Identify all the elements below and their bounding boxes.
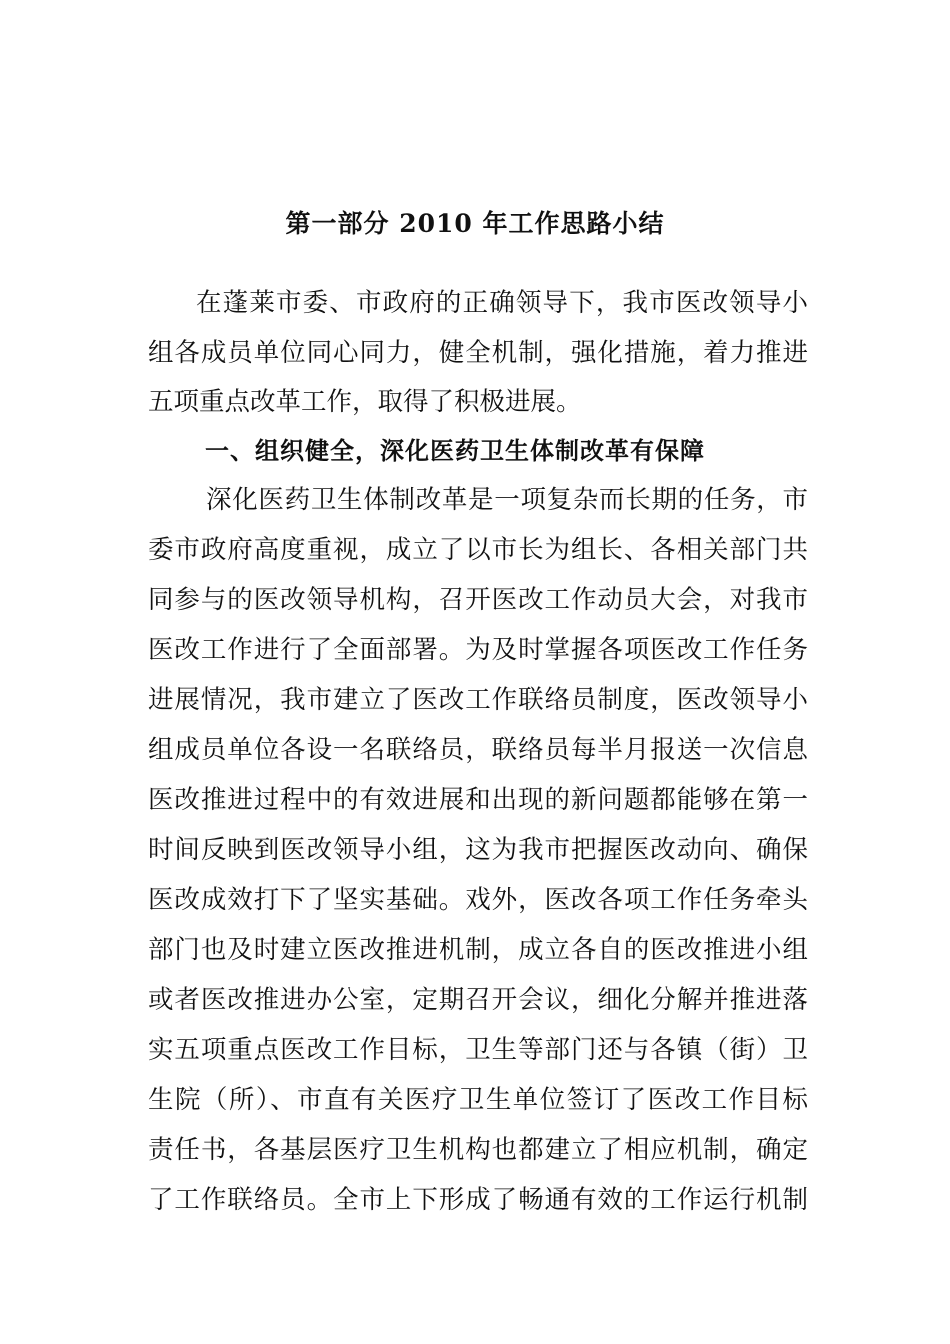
paragraph-line: 部门也及时建立医改推进机制，成立各自的医改推进小组 [148,935,808,965]
paragraph-line: 实五项重点医改工作目标，卫生等部门还与各镇（街）卫 [148,1035,808,1065]
paragraph-line: 生院（所）、市直有关医疗卫生单位签订了医改工作目标 [148,1085,808,1115]
paragraph-line: 组成员单位各设一名联络员，联络员每半月报送一次信息 [148,735,808,765]
paragraph-line: 同参与的医改领导机构，召开医改工作动员大会，对我市 [148,585,808,615]
page-title: 第一部分 2010 年工作思路小结 [285,209,665,238]
paragraph-line: 委市政府高度重视，成立了以市长为组长、各相关部门共 [148,535,808,565]
paragraph-line: 五项重点改革工作，取得了积极进展。 [148,387,582,417]
paragraph-line: 了工作联络员。全市上下形成了畅通有效的工作运行机制 [148,1185,808,1215]
paragraph-line: 在蓬莱市委、市政府的正确领导下，我市医改领导小 [196,288,808,318]
paragraph-line: 进展情况，我市建立了医改工作联络员制度，医改领导小 [148,685,808,715]
paragraph-line: 或者医改推进办公室，定期召开会议，细化分解并推进落 [148,985,808,1015]
paragraph-line: 医改工作进行了全面部署。为及时掌握各项医改工作任务 [148,635,808,665]
paragraph-line: 时间反映到医改领导小组，这为我市把握医改动向、确保 [148,835,808,865]
paragraph-line: 医改成效打下了坚实基础。戏外，医改各项工作任务牵头 [148,885,808,915]
section-heading: 一、组织健全，深化医药卫生体制改革有保障 [205,437,705,465]
paragraph-line: 深化医药卫生体制改革是一项复杂而长期的任务，市 [206,485,808,515]
paragraph-line: 责任书，各基层医疗卫生机构也都建立了相应机制，确定 [148,1135,808,1165]
paragraph-line: 医改推进过程中的有效进展和出现的新问题都能够在第一 [148,785,808,815]
paragraph-line: 组各成员单位同心同力，健全机制，强化措施，着力推进 [148,338,808,368]
